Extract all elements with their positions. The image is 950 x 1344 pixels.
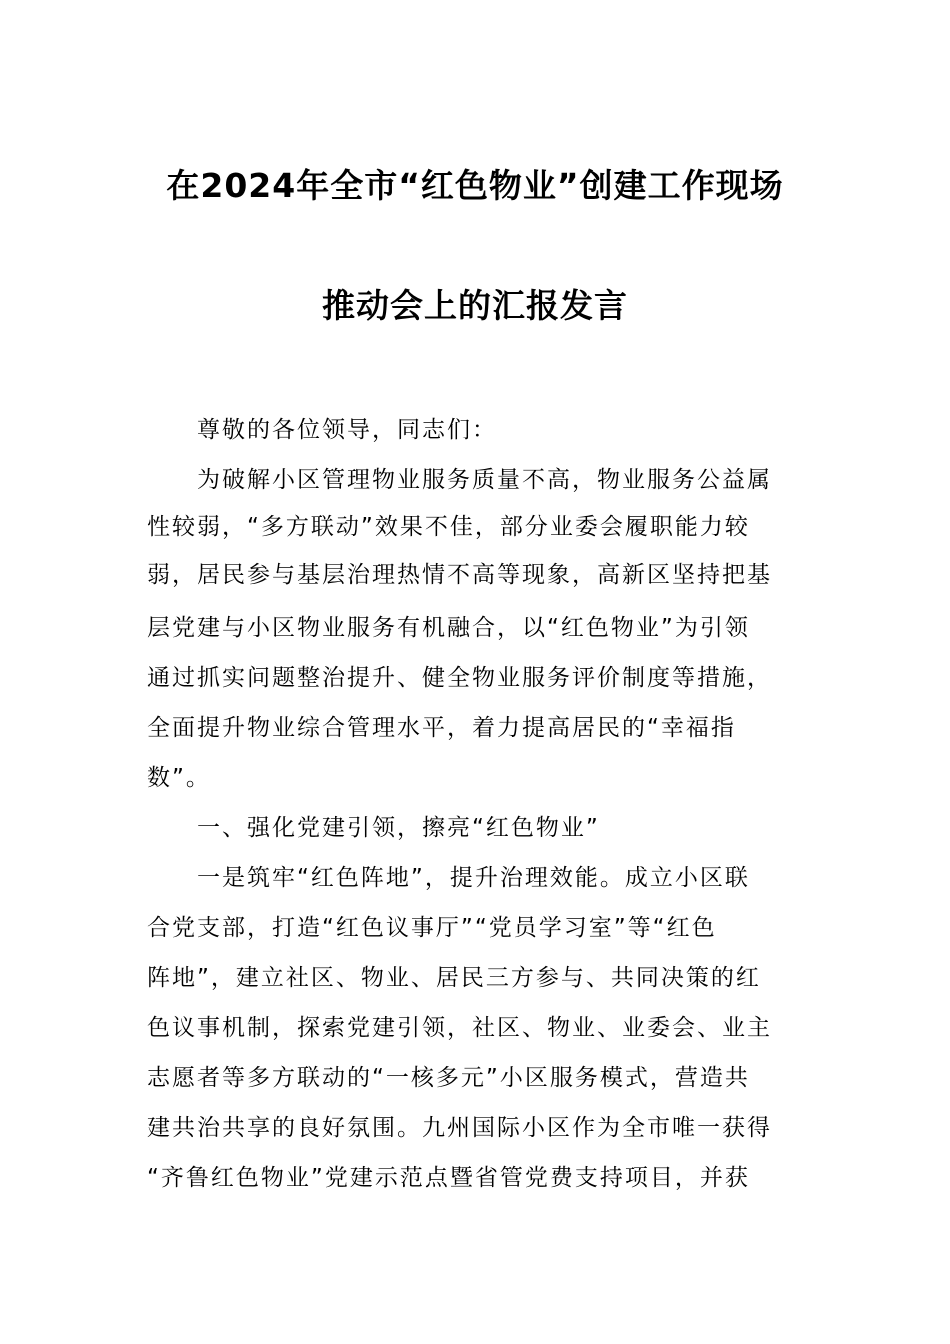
text-line: 层党建与小区物业服务有机融合，以“红色物业”为引领 [147, 615, 750, 641]
text-line: 合党支部，打造“红色议事厅”“党员学习室”等“红色 [147, 915, 717, 941]
text-line: 通过抓实问题整治提升、健全物业服务评价制度等措施， [147, 665, 772, 691]
text-line: 性较弱，“多方联动”效果不佳，部分业委会履职能力较 [147, 514, 750, 540]
section-heading: 一、强化党建引领，擦亮“红色物业” [147, 815, 600, 841]
text-line: 建共治共享的良好氛围。九州国际小区作为全市唯一获得 [147, 1115, 772, 1141]
text-line: 为破解小区管理物业服务质量不高，物业服务公益属 [147, 467, 772, 493]
text-line: 弱，居民参与基层治理热情不高等现象，高新区坚持把基 [147, 562, 772, 588]
text-line: 数”。 [147, 765, 211, 791]
text-line: 一是筑牢“红色阵地”，提升治理效能。成立小区联 [147, 865, 750, 891]
text-line: 志愿者等多方联动的“一核多元”小区服务模式，营造共 [147, 1065, 750, 1091]
text-line: “齐鲁红色物业”党建示范点暨省管党费支持项目，并获 [147, 1165, 750, 1191]
text-line: 全面提升物业综合管理水平，着力提高居民的“幸福指 [147, 715, 736, 741]
text-line: 色议事机制，探索党建引领，社区、物业、业委会、业主 [147, 1015, 772, 1041]
document-title-line-2: 推动会上的汇报发言 [322, 286, 628, 325]
salutation: 尊敬的各位领导，同志们： [147, 417, 497, 443]
document-title-line-1: 在2024年全市“红色物业”创建工作现场 [166, 166, 784, 205]
text-line: 阵地”，建立社区、物业、居民三方参与、共同决策的红 [147, 965, 761, 991]
